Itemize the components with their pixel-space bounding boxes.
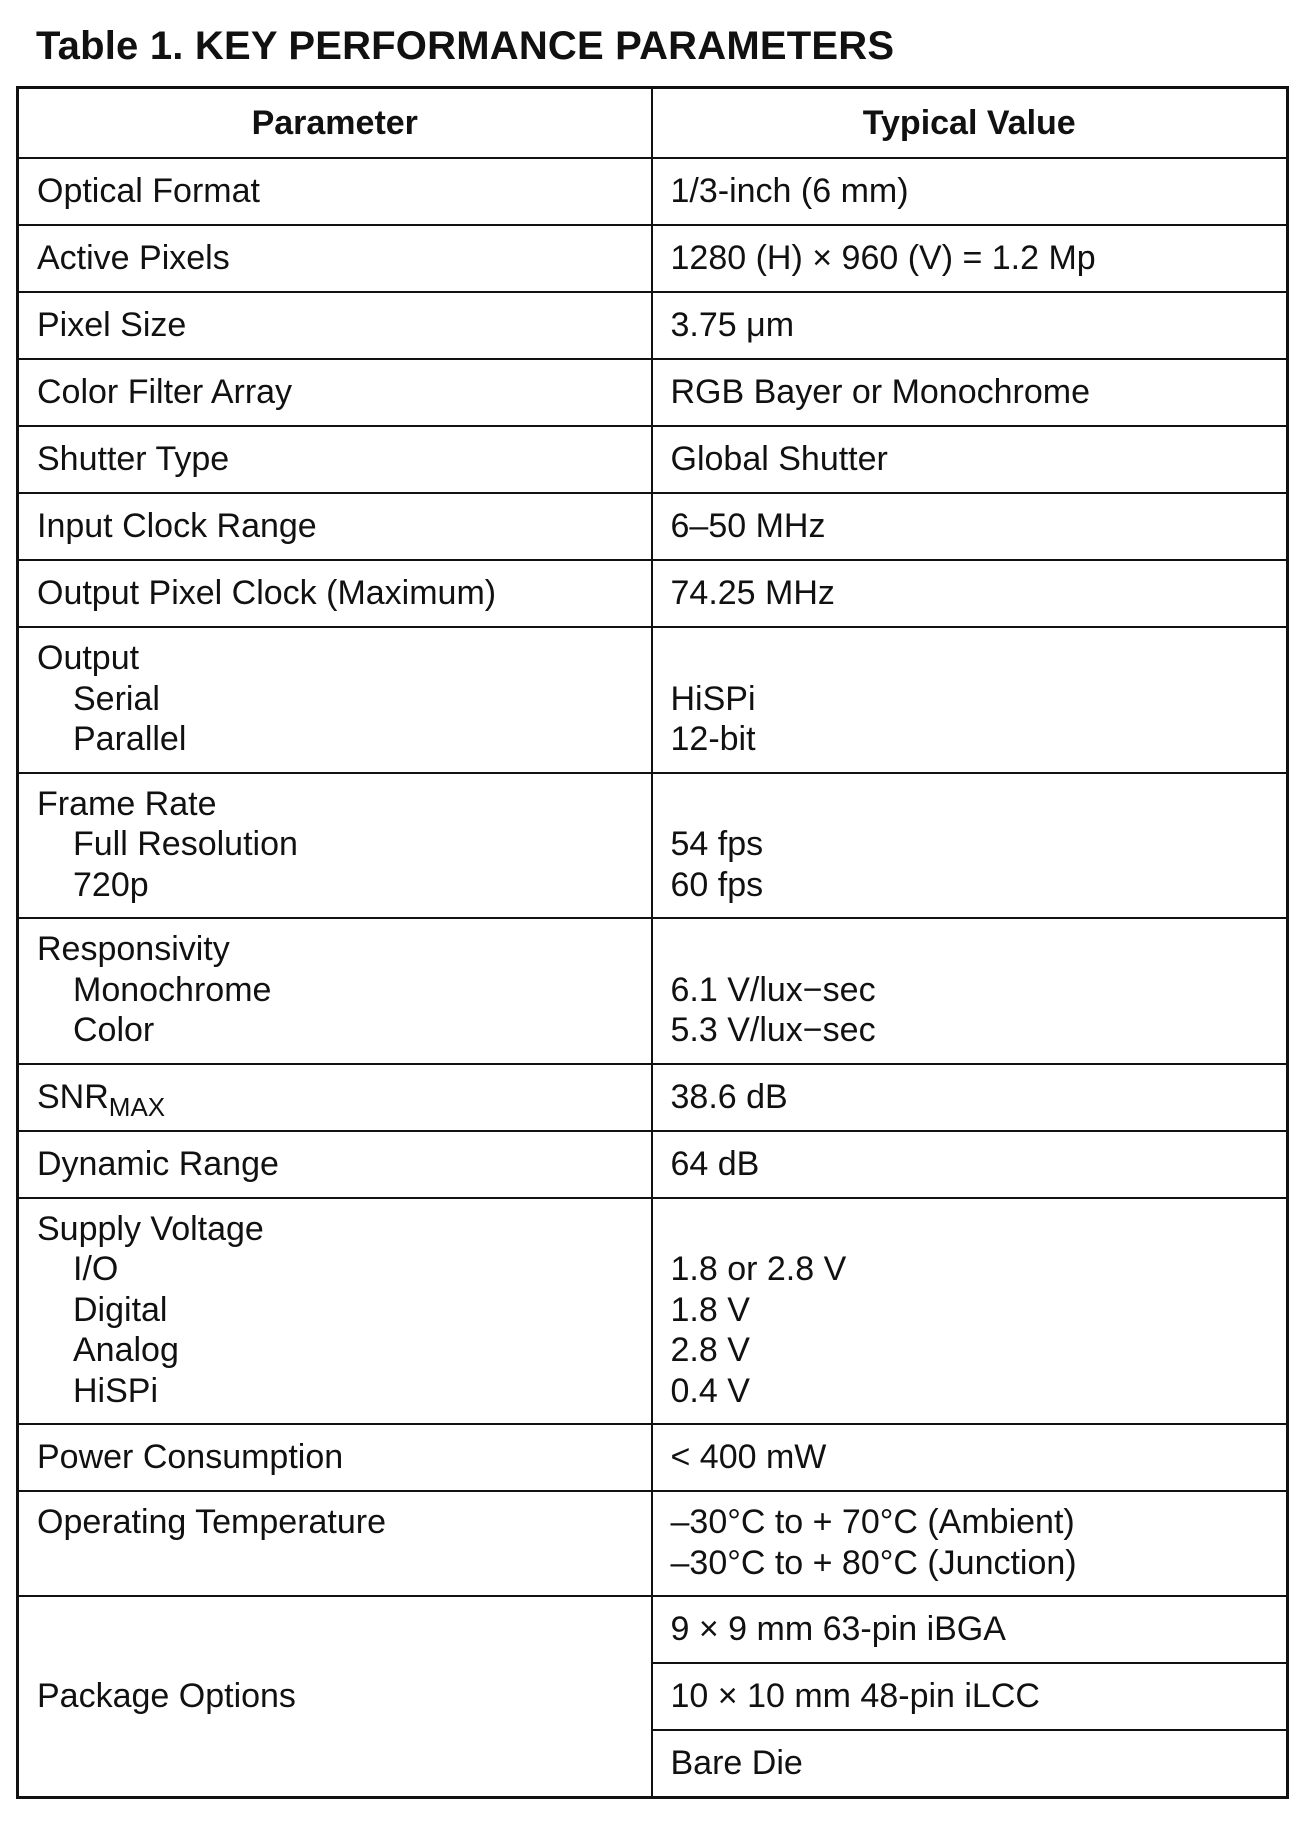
sub-value: HiSPi [670,679,756,718]
table-row [18,1131,1288,1198]
table-row [18,359,1288,426]
sub-param-label: 720p [73,865,149,904]
sub-value: 12-bit [670,720,756,758]
sub-value: 1.8 V [670,1290,750,1329]
sub-value: 0.4 V [670,1371,750,1410]
key-parameters-table [16,86,1289,1799]
sub-param-label: Monochrome [73,970,272,1009]
table-row-supply-voltage [18,1198,1288,1425]
table-row [18,292,1288,359]
param-cell: Active Pixels [18,225,652,292]
param-label: Output [37,639,140,677]
value-cell: 74.25 MHz [652,560,1288,627]
table-header-row [18,88,1288,159]
table-row [18,560,1288,627]
param-cell: Optical Format [18,158,652,225]
value-line: –30°C to + 70°C (Ambient) [670,1503,1075,1541]
value-cell: < 400 mW [652,1424,1288,1491]
sub-param-label: Full Resolution [73,825,298,863]
sub-value: 1.8 or 2.8 V [670,1250,847,1288]
table-row [18,225,1288,292]
sub-value: 60 fps [670,865,764,904]
value-cell [652,1491,1288,1596]
table-row-responsivity [18,918,1288,1064]
param-cell: Output Pixel Clock (Maximum) [18,560,652,627]
param-cell: Dynamic Range [18,1131,652,1198]
table-row [18,1424,1288,1491]
value-cell: RGB Bayer or Monochrome [652,359,1288,426]
param-cell: Pixel Size [18,292,652,359]
param-cell [18,627,652,773]
sub-param-label: Analog [73,1331,179,1369]
value-cell: 38.6 dB [652,1064,1288,1131]
value-cell [652,1198,1288,1425]
param-subscript: MAX [108,1091,166,1122]
sub-param-label: Digital [73,1290,168,1329]
table-row [18,426,1288,493]
table-row-operating-temperature [18,1491,1288,1596]
param-cell [18,1064,652,1131]
sub-param-label: Color [73,1011,155,1049]
param-cell: Package Options [18,1596,652,1798]
param-label: Supply Voltage [37,1209,264,1248]
table-row-package-options [18,1596,1288,1663]
table-row [18,493,1288,560]
value-cell: 9 × 9 mm 63-pin iBGA [652,1596,1288,1663]
value-cell: Bare Die [652,1730,1288,1798]
param-cell: Operating Temperature [18,1491,652,1596]
param-label: SNR [37,1077,109,1116]
value-cell: 6–50 MHz [652,493,1288,560]
table-row-frame-rate [18,773,1288,919]
value-cell: 3.75 μm [652,292,1288,359]
param-cell [18,773,652,919]
sub-value: 5.3 V/lux−sec [670,1011,876,1049]
param-label: Frame Rate [37,784,217,823]
value-cell: 10 × 10 mm 48-pin iLCC [652,1663,1288,1730]
sub-param-label: HiSPi [73,1371,159,1410]
header-typical-value: Typical Value [652,88,1288,159]
param-cell: Shutter Type [18,426,652,493]
table-row [18,1064,1288,1131]
param-cell [18,1198,652,1425]
sub-param-label: Parallel [73,720,187,758]
param-label: Responsivity [37,930,230,968]
param-cell: Input Clock Range [18,493,652,560]
param-cell [18,918,652,1064]
sub-value: 2.8 V [670,1331,750,1369]
value-cell [652,627,1288,773]
header-parameter: Parameter [18,88,652,159]
sub-param-label: I/O [73,1250,119,1288]
value-cell: 1/3-inch (6 mm) [652,158,1288,225]
value-cell: Global Shutter [652,426,1288,493]
sub-value: 54 fps [670,825,764,863]
param-cell: Power Consumption [18,1424,652,1491]
sub-param-label: Serial [73,679,160,718]
value-line: –30°C to + 80°C (Junction) [670,1543,1077,1582]
sub-value: 6.1 V/lux−sec [670,970,876,1009]
value-cell [652,918,1288,1064]
table-row [18,158,1288,225]
value-cell: 1280 (H) × 960 (V) = 1.2 Mp [652,225,1288,292]
value-cell: 64 dB [652,1131,1288,1198]
value-cell [652,773,1288,919]
table-title: Table 1. KEY PERFORMANCE PARAMETERS [36,24,895,68]
table-row-output [18,627,1288,773]
param-cell: Color Filter Array [18,359,652,426]
